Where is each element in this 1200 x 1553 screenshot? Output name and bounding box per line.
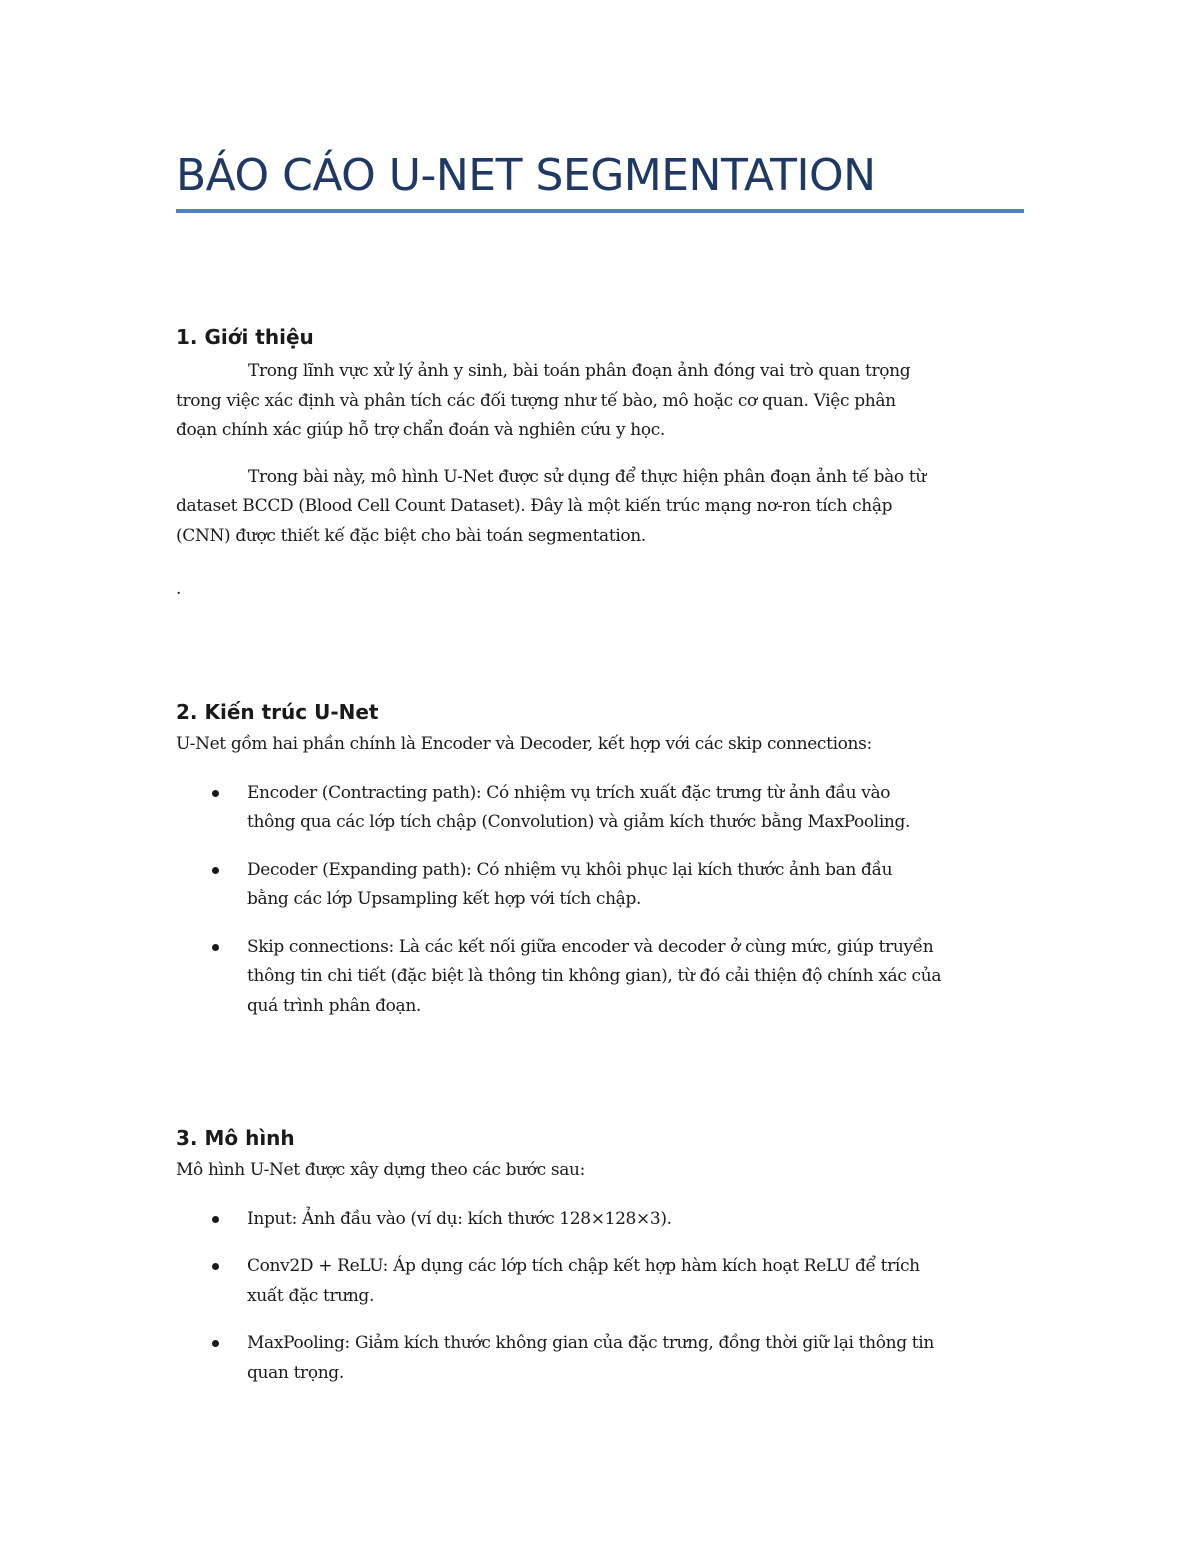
text-line: xuất đặc trưng. xyxy=(247,1285,375,1306)
bullet-icon xyxy=(212,1216,219,1223)
text-line: Mô hình U-Net được xây dựng theo các bước sau: xyxy=(176,1160,585,1180)
text-line: Trong bài này, mô hình U-Net được sử dụng để thực hiện phân đoạn ảnh tế bào từ xyxy=(248,466,926,487)
text-line: trong việc xác định và phân tích các đối tượng như tế bào, mô hoặc cơ quan. Việc phân xyxy=(176,390,896,411)
section-heading-model: 3. Mô hình xyxy=(176,1126,295,1150)
intro-paragraph-2 xyxy=(176,463,1026,552)
list-item-skip-connections xyxy=(176,933,1026,1022)
section-heading-architecture: 2. Kiến trúc U-Net xyxy=(176,700,379,724)
text-line: Input: Ảnh đầu vào (ví dụ: kích thước 128×128×3). xyxy=(247,1208,672,1229)
bullet-icon xyxy=(212,790,219,797)
title-underline xyxy=(176,209,1024,213)
text-line: thông tin chi tiết (đặc biệt là thông tin không gian), từ đó cải thiện độ chính xác của xyxy=(247,966,942,986)
text-line: Conv2D + ReLU: Áp dụng các lớp tích chập kết hợp hàm kích hoạt ReLU để trích xyxy=(247,1256,920,1276)
architecture-bullet-list xyxy=(176,779,1026,1022)
text-line: Skip connections: Là các kết nối giữa encoder và decoder ở cùng mức, giúp truyền xyxy=(247,936,934,957)
section-model xyxy=(176,1124,1026,1388)
document-title: BÁO CÁO U-NET SEGMENTATION xyxy=(176,150,876,201)
text-line: thông qua các lớp tích chập (Convolution) và giảm kích thước bằng MaxPooling. xyxy=(247,812,911,832)
text-line: Trong lĩnh vực xử lý ảnh y sinh, bài toán phân đoạn ảnh đóng vai trò quan trọng xyxy=(248,361,911,381)
text-line: quá trình phân đoạn. xyxy=(247,995,421,1016)
section-introduction xyxy=(176,323,1026,551)
text-line: (CNN) được thiết kế đặc biệt cho bài toán segmentation. xyxy=(176,525,646,546)
bullet-icon xyxy=(212,1263,219,1270)
list-item-decoder xyxy=(176,856,1026,915)
text-line: Encoder (Contracting path): Có nhiệm vụ trích xuất đặc trưng từ ảnh đầu vào xyxy=(247,782,891,803)
empty-paragraph-dot: . xyxy=(176,579,182,599)
text-line: MaxPooling: Giảm kích thước không gian của đặc trưng, đồng thời giữ lại thông tin xyxy=(247,1333,934,1353)
intro-paragraph-1 xyxy=(176,357,1026,446)
text-line: Decoder (Expanding path): Có nhiệm vụ khôi phục lại kích thước ảnh ban đầu xyxy=(247,859,893,880)
model-lead xyxy=(176,1156,1026,1186)
list-item-maxpooling xyxy=(176,1329,1026,1388)
architecture-lead xyxy=(176,730,1026,760)
text-line: đoạn chính xác giúp hỗ trợ chẩn đoán và nghiên cứu y học. xyxy=(176,420,665,440)
text-line: dataset BCCD (Blood Cell Count Dataset). Đây là một kiến trúc mạng nơ-ron tích chập xyxy=(176,496,893,516)
text-line: quan trọng. xyxy=(247,1362,344,1383)
list-item-conv2d-relu xyxy=(176,1252,1026,1311)
list-item-input xyxy=(176,1205,1026,1235)
section-architecture xyxy=(176,698,1026,1021)
bullet-icon xyxy=(212,944,219,951)
bullet-icon xyxy=(212,867,219,874)
list-item-encoder xyxy=(176,779,1026,838)
bullet-icon xyxy=(212,1340,219,1347)
model-bullet-list xyxy=(176,1205,1026,1389)
text-line: U-Net gồm hai phần chính là Encoder và Decoder, kết hợp với các skip connections: xyxy=(176,734,872,754)
text-line: bằng các lớp Upsampling kết hợp với tích chập. xyxy=(247,889,642,909)
section-heading-introduction: 1. Giới thiệu xyxy=(176,325,314,349)
